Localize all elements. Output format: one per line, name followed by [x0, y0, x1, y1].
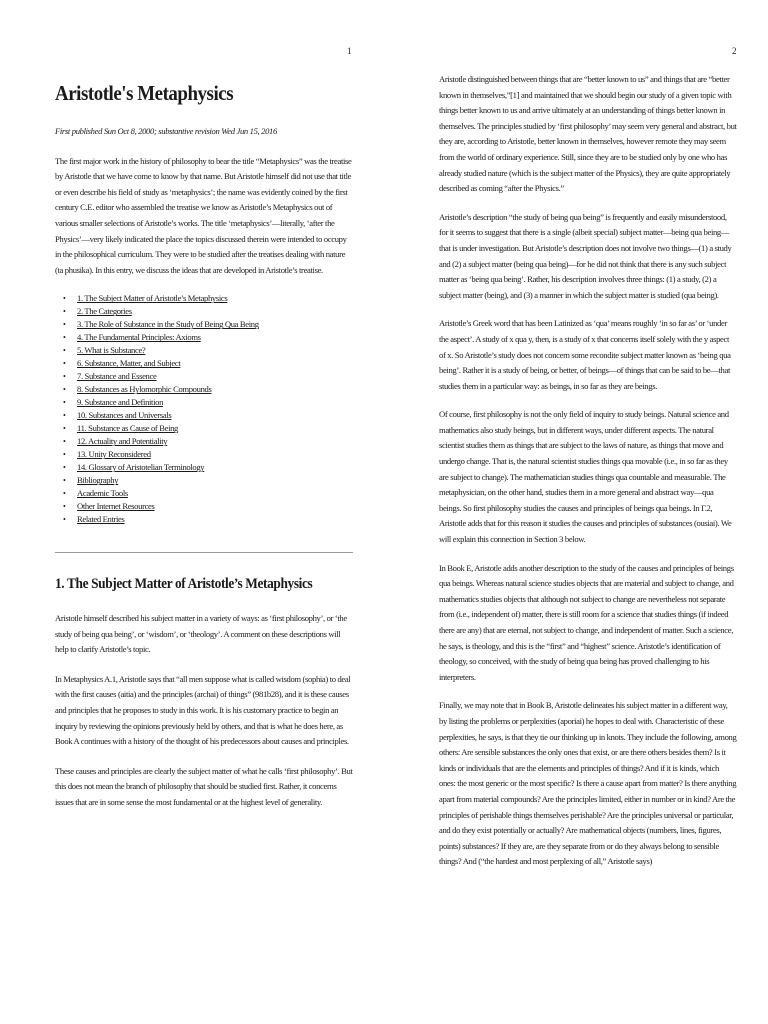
page-title: Aristotle's Metaphysics: [55, 81, 234, 105]
toc-link[interactable]: 9. Substance and Definition: [77, 397, 164, 408]
toc-item: [77, 513, 353, 526]
toc-item: [77, 396, 353, 409]
toc-link[interactable]: Academic Tools: [77, 488, 128, 499]
toc-item: [77, 461, 353, 474]
left-column: [55, 72, 353, 824]
toc-link[interactable]: 5. What is Substance?: [77, 345, 146, 356]
toc-item: [77, 292, 353, 305]
toc-link[interactable]: 2. The Categories: [77, 306, 132, 317]
toc-link[interactable]: Bibliography: [77, 475, 119, 486]
toc-item: [77, 500, 353, 513]
toc-link[interactable]: Related Entries: [77, 514, 125, 525]
body-paragraph: Aristotle himself described his subject matter in a variety of ways: as ‘first philosophy’, or ‘the study of being qua being’, or ‘wisdom’, or ‘theology’. A comment on these descriptions will help to clarify Aristotle’s topic.: [55, 612, 347, 655]
toc-link[interactable]: 12. Actuality and Potentiality: [77, 436, 168, 447]
toc-item: [77, 370, 353, 383]
toc-item: [77, 422, 353, 435]
toc-item: [77, 487, 353, 500]
right-column: [439, 72, 737, 883]
toc-link[interactable]: Other Internet Resources: [77, 501, 155, 512]
body-paragraph: Aristotle distinguished between things that are “better known to us” and things that are “better known in themselves,”[1] and maintained that we should begin our study of a given topic with things better known to us and arrive ultimately at an understanding of things better known in themselves. The principles studied by ‘first philosophy’ may seem very general and abstract, but they are, according to Aristotle, better known in themselves, however remote they may seem from the world of ordinary experience. Still, since they are to be studied only by one who has already studied nature (which is the subject matter of the Physics), they are quite appropriately described as coming “after the Physics.”: [439, 74, 737, 194]
toc-link[interactable]: 1. The Subject Matter of Aristotle’s Metaphysics: [77, 293, 228, 304]
toc-item: [77, 383, 353, 396]
body-paragraph: Aristotle’s Greek word that has been Latinized as ‘qua’ means roughly ‘in so far as’ or ‘under the aspect’. A study of x qua y, then, is a study of x that concerns itself solely with the y aspect of x. So Aristotle’s study does not concern some recondite subject matter known as ‘being qua being’. Rather it is a study of being, or better, of beings—of things that can be said to be—that studies them in a particular way: as beings, in so far as they are beings.: [439, 318, 731, 391]
toc-item: [77, 305, 353, 318]
toc-item: [77, 318, 353, 331]
body-paragraph: Finally, we may note that in Book B, Aristotle delineates his subject matter in a different way, by listing the problems or perplexities (aporiai) he hopes to deal with. Characteristic of these perplexities, he says, is that they tie our thinking up in knots. They include the following, among others: Are sensible substances the only ones that exist, or are there others besides them? Is it kinds or individuals that are the elements and principles of things? And if it is kinds, which ones: the most generic or the most specific? Is there a cause apart from matter? Is there anything apart from material compounds? Are the principles limited, either in number or in kind? Are the principles of perishable things themselves perishable? Are the principles universal or particular, and do they exist potentially or actually? Are mathematical objects (numbers, lines, figures, points) substances? If they are, are they separate from or do they always belong to sensible things? And (“the hardest and most perplexing of all,” Aristotle says): [439, 700, 737, 867]
toc-item: [77, 448, 353, 461]
toc-link[interactable]: 11. Substance as Cause of Being: [77, 423, 179, 434]
section-heading: 1. The Subject Matter of Aristotle’s Metaphysics: [55, 576, 313, 593]
intro-paragraph: The first major work in the history of philosophy to bear the title “Metaphysics” was the treatise by Aristotle that we have come to know by that name. But Aristotle himself did not use that title or even describe his field of study as ‘metaphysics’; the name was evidently coined by the first century C.E. editor who assembled the treatise we know as Aristotle’s Metaphysics out of various smaller selections of Aristotle’s works. The title ‘metaphysics’—literally, ‘after the Physics’—very likely indicated the place the topics discussed therein were intended to occupy in the philosophical curriculum. They were to be studied after the treatises dealing with nature (ta phusika). In this entry, we discuss the ideas that are developed in Aristotle’s treatise.: [55, 155, 352, 275]
body-paragraph: These causes and principles are clearly the subject matter of what he calls ‘first philosophy’. But this does not mean the branch of philosophy that should be studied first. Rather, it concerns issues that are in some sense the most fundamental or at the highest level of generality.: [55, 765, 353, 807]
toc-item: [77, 344, 353, 357]
publication-info: First published Sun Oct 8, 2000; substantive revision Wed Jun 15, 2016: [55, 126, 277, 136]
toc-item: [77, 331, 353, 344]
toc-link[interactable]: 8. Substances as Hylomorphic Compounds: [77, 384, 212, 395]
toc-link[interactable]: 4. The Fundamental Principles: Axioms: [77, 332, 201, 343]
toc-link[interactable]: 14. Glossary of Aristotelian Terminology: [77, 462, 205, 473]
body-paragraph: Of course, first philosophy is not the only field of inquiry to study beings. Natural science and mathematics also study beings, but in different ways, under different aspects. The natural scientist studies them as things that are subject to the laws of nature, as things that move and undergo change. That is, the natural scientist studies things qua movable (i.e., in so far as they are subject to change). The mathematician studies things qua countable and measurable. The metaphysician, on the other hand, studies them in a more general and abstract way—qua beings. So first philosophy studies the causes and principles of beings qua beings. In Γ.2, Aristotle adds that for this reason it studies the causes and principles of substances (ousiai). We will explain this connection in Section 3 below.: [439, 409, 732, 545]
toc-link[interactable]: 7. Substance and Essence: [77, 371, 157, 382]
body-paragraph: In Metaphysics A.1, Aristotle says that “all men suppose what is called wisdom (sophia) to deal with the first causes (aitia) and the principles (archai) of things” (981b28), and it is these causes and principles that he proposes to study in this work. It is his customary practice to begin an inquiry by reviewing the opinions previously held by others, and that is what he does here, as Book A continues with a history of the thought of his predecessors about causes and principles.: [55, 673, 351, 747]
toc-item: [77, 357, 353, 370]
toc-link[interactable]: 10. Substances and Universals: [77, 410, 172, 421]
body-paragraph: Aristotle’s description “the study of being qua being” is frequently and easily misunderstood, for it seems to suggest that there is a single (albeit special) subject matter—being qua being—that is under investigation. But Aristotle’s description does not involve two things—(1) a study and (2) a subject matter (being qua being)—for he did not think that there is any such subject matter as ‘being qua being’. Rather, his description involves three things: (1) a study, (2) a subject matter (being), and (3) a manner in which the subject matter is studied (qua being).: [439, 211, 732, 300]
page-number-right: 2: [732, 46, 737, 56]
body-paragraph: In Book E, Aristotle adds another description to the study of the causes and principles of beings qua beings. Whereas natural science studies objects that are material and subject to change, and mathematics studies objects that although not subject to change are nevertheless not separate from (i.e., independent of) matter, there is still room for a science that studies things (if indeed there are any) that are eternal, not subject to change, and independent of matter. Such a science, he says, is theology, and this is the “first” and “highest” science. Aristotle’s identification of theology, so conceived, with the study of being qua being has proved challenging to his interpreters.: [439, 562, 734, 682]
toc-item: [77, 435, 353, 448]
toc-item: [77, 474, 353, 487]
toc-link[interactable]: 6. Substance, Matter, and Subject: [77, 358, 181, 369]
table-of-contents: [77, 292, 353, 526]
page-number-left: 1: [347, 46, 352, 56]
toc-item: [77, 409, 353, 422]
section-divider: [55, 552, 353, 553]
toc-link[interactable]: 13. Unity Reconsidered: [77, 449, 151, 460]
toc-link[interactable]: 3. The Role of Substance in the Study of Being Qua Being: [77, 319, 259, 330]
